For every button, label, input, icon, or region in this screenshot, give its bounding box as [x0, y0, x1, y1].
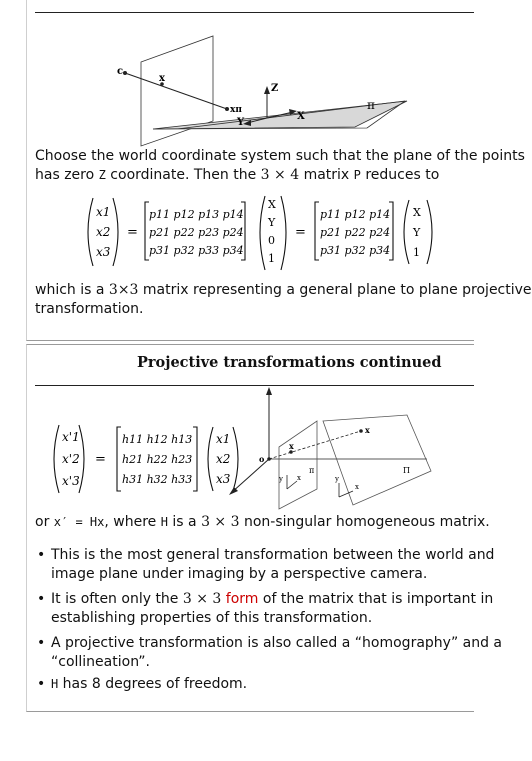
eq1-p3-row-1: p11 p12 p14: [320, 208, 391, 221]
eq1-p-row-2: p21 p22 p23 p24: [149, 226, 244, 239]
label-y-small: y: [279, 475, 283, 483]
bullet-4-line-1: • H has 8 degrees of freedom.: [37, 676, 248, 692]
label-x-big: x: [365, 425, 370, 435]
eq2-rhs-2: x2: [216, 452, 231, 466]
eq2-h-row-2: h21 h22 h23: [122, 453, 193, 466]
label-x: x: [159, 73, 165, 84]
paragraph-1-line-2: has zero Z coordinate. Then the 3 × 4 matrix P reduces to: [35, 167, 440, 183]
svg-text:=: =: [295, 225, 306, 240]
slide-bottom: [26, 344, 503, 712]
eq1-p3-row-2: p21 p22 p24: [320, 226, 391, 239]
label-pi: π: [367, 98, 375, 112]
bullet-1-line-1: • This is the most general transformation between the world and: [37, 547, 495, 563]
bullet-dot: •: [37, 547, 46, 563]
eq1-lhs-1: x1: [96, 205, 111, 219]
equation-reduction: [27, 194, 475, 272]
eq1-p-row-3: p31 p32 p33 p34: [149, 244, 244, 257]
eq2-lhs-1: x'1: [62, 430, 80, 444]
eq1-lhs-2: x2: [96, 225, 111, 239]
bullet-3-line-2: “collineation”.: [51, 654, 151, 670]
eq2-rhs-3: x3: [216, 472, 231, 486]
eq2-lhs-3: x'3: [62, 474, 80, 488]
eq2-lhs-2: x'2: [62, 452, 80, 466]
two-plane-projection-figure: [227, 385, 439, 515]
eq1-vec-0: 0: [268, 234, 275, 247]
eq1-lhs-3: x3: [96, 245, 111, 259]
eq1-vec3-Y: Y: [413, 226, 421, 239]
slide-title: Projective transformations continued: [137, 354, 442, 371]
eq1-vec3-X: X: [413, 206, 421, 219]
bullet-2-line-2: establishing properties of this transformation.: [51, 610, 373, 626]
label-x-small: x: [289, 441, 294, 451]
eq2-h-row-3: h31 h32 h33: [122, 473, 193, 486]
label-Pi: Π: [403, 466, 410, 475]
eq2-rhs-1: x1: [216, 432, 231, 446]
label-xpi: xπ: [230, 105, 242, 115]
homography-definition-line: or x′ = Hx, where H is a 3 × 3 non-singular homogeneous matrix.: [35, 514, 490, 530]
bullet-dot: •: [37, 635, 46, 651]
label-X: X: [297, 111, 305, 122]
bullet-3-line-1: • A projective transformation is also called a “homography” and a: [37, 635, 503, 651]
bullet-dot: •: [37, 591, 46, 607]
label-y-big: y: [335, 475, 339, 483]
paragraph-2-line-1: which is a 3×3 matrix representing a general plane to plane projective: [35, 282, 532, 298]
label-Z: Z: [271, 83, 279, 94]
eq1-vec-1: 1: [268, 252, 275, 265]
eq2-h-row-1: h11 h12 h13: [122, 433, 193, 446]
form-link[interactable]: form: [225, 591, 259, 607]
eq1-vec3-1: 1: [413, 246, 420, 259]
eq1-vec-X: X: [268, 198, 276, 211]
label-x-axis-big: x: [355, 483, 359, 491]
eq1-p3-row-3: p31 p32 p34: [320, 244, 391, 257]
label-x-axis-small: x: [297, 474, 301, 482]
top-rule: [35, 12, 474, 13]
label-o: o: [259, 454, 265, 464]
slide-top: [26, 0, 532, 341]
paragraph-2-line-2: transformation.: [35, 301, 144, 317]
paragraph-1-line-1: Choose the world coordinate system such that the plane of the points: [35, 148, 525, 164]
bullet-2-line-1: • It is often only the 3 × 3 form of the matrix that is important in: [37, 591, 494, 607]
eq1-p-row-1: p11 p12 p13 p14: [149, 208, 244, 221]
label-Y: Y: [237, 117, 245, 128]
label-c: c: [117, 66, 124, 77]
svg-text:=: =: [95, 452, 106, 467]
svg-text:=: =: [127, 225, 138, 240]
label-pi-small: π: [309, 466, 315, 475]
eq1-vec-Y: Y: [268, 216, 276, 229]
bullet-1-line-2: image plane under imaging by a perspective camera.: [51, 566, 428, 582]
plane-projection-figure: [27, 24, 475, 154]
bullet-dot: •: [37, 676, 46, 692]
equation-homography: [27, 423, 257, 497]
